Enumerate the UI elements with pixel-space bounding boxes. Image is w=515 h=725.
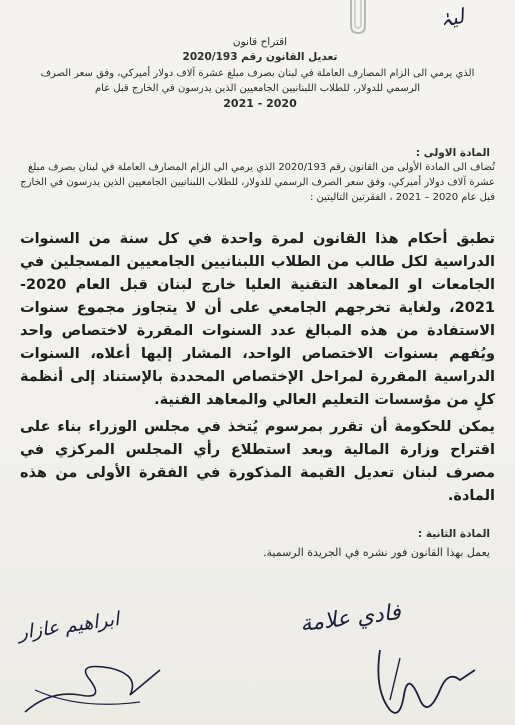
document-subtitle: تعديل القانون رقم 2020/193 [182, 51, 338, 63]
article-1-paragraph-1: تطبق أحكام هذا القانون لمرة واحدة في كل سنة من السنوات الدراسية لكل طالب من الطلاب اللبنانيين الجامعيين المسجلين في الجامعات او المعاهد التقنية العليا خارج لبنان قبل العام 2020-2021، ولغاية تخرجهم الجامعي على أن لا يتجاوز مجموع سنوات الاستفادة من هذه المبالغ عدد السنوات المقررة لاختصاص واحد ويُفهم بسنوات الاختصاص الواحد، المشار إليها أعلاه، السنوات الدراسية المقررة لمراحل الإختصاص المحددة بالإستناد إلى أنظمة كلٍ من مؤسسات التعليم العالي والمعاهد الفنية. [20, 231, 495, 408]
paper-clip-icon [345, 0, 371, 36]
academic-years: 2021 - 2020 [223, 97, 297, 110]
handwritten-mark: لیہٰ [437, 3, 467, 33]
law-description: الذي يرمي الى الزام المصارف العاملة في لبنان بصرف مبلغ عشرة آلاف دولار أميركي، وفق سعر الصرف الرسمي للدولار، للطلاب اللبنانيين الجامعيين الذين يدرسون في الخارج قبل عام [40, 68, 475, 94]
article-1-title: المادة الاولى : [415, 147, 490, 159]
article-2-body: يعمل بهذا القانون فور نشره في الجريدة الرسمية. [263, 546, 490, 559]
signature-left-name: ابراهيم عازار [16, 608, 121, 644]
signature-left-scribble [20, 650, 170, 720]
article-1-paragraph-2: يمكن للحكومة أن تقرر بمرسوم يُتخذ في مجلس الوزراء بناء على اقتراح وزارة المالية وبعد استطلاع رأي المجلس المركزي في مصرف لبنان تعديل القيمة المذكورة في الفقرة الأولى من هذه المادة. [20, 419, 495, 504]
signature-right-name: فادي علامة [298, 599, 403, 638]
article-2-title: المادة الثانية : [418, 528, 490, 540]
document-title: اقتراح قانون [232, 36, 288, 48]
article-1-intro: تُضاف الى المادة الأولى من القانون رقم 2020/193 الذي يرمي الى الزام المصارف العاملة في لبنان بصرف مبلغ عشرة آلاف دولار أميركي، وفق سعر الصرف الرسمي للدولار، للطلاب اللبنانيين الجامعيين الذين يدرسون في الخارج قبل عام 2020 – 2021 ، الفقرتين التاليتين : [20, 162, 495, 203]
signature-right-scribble [360, 640, 480, 720]
